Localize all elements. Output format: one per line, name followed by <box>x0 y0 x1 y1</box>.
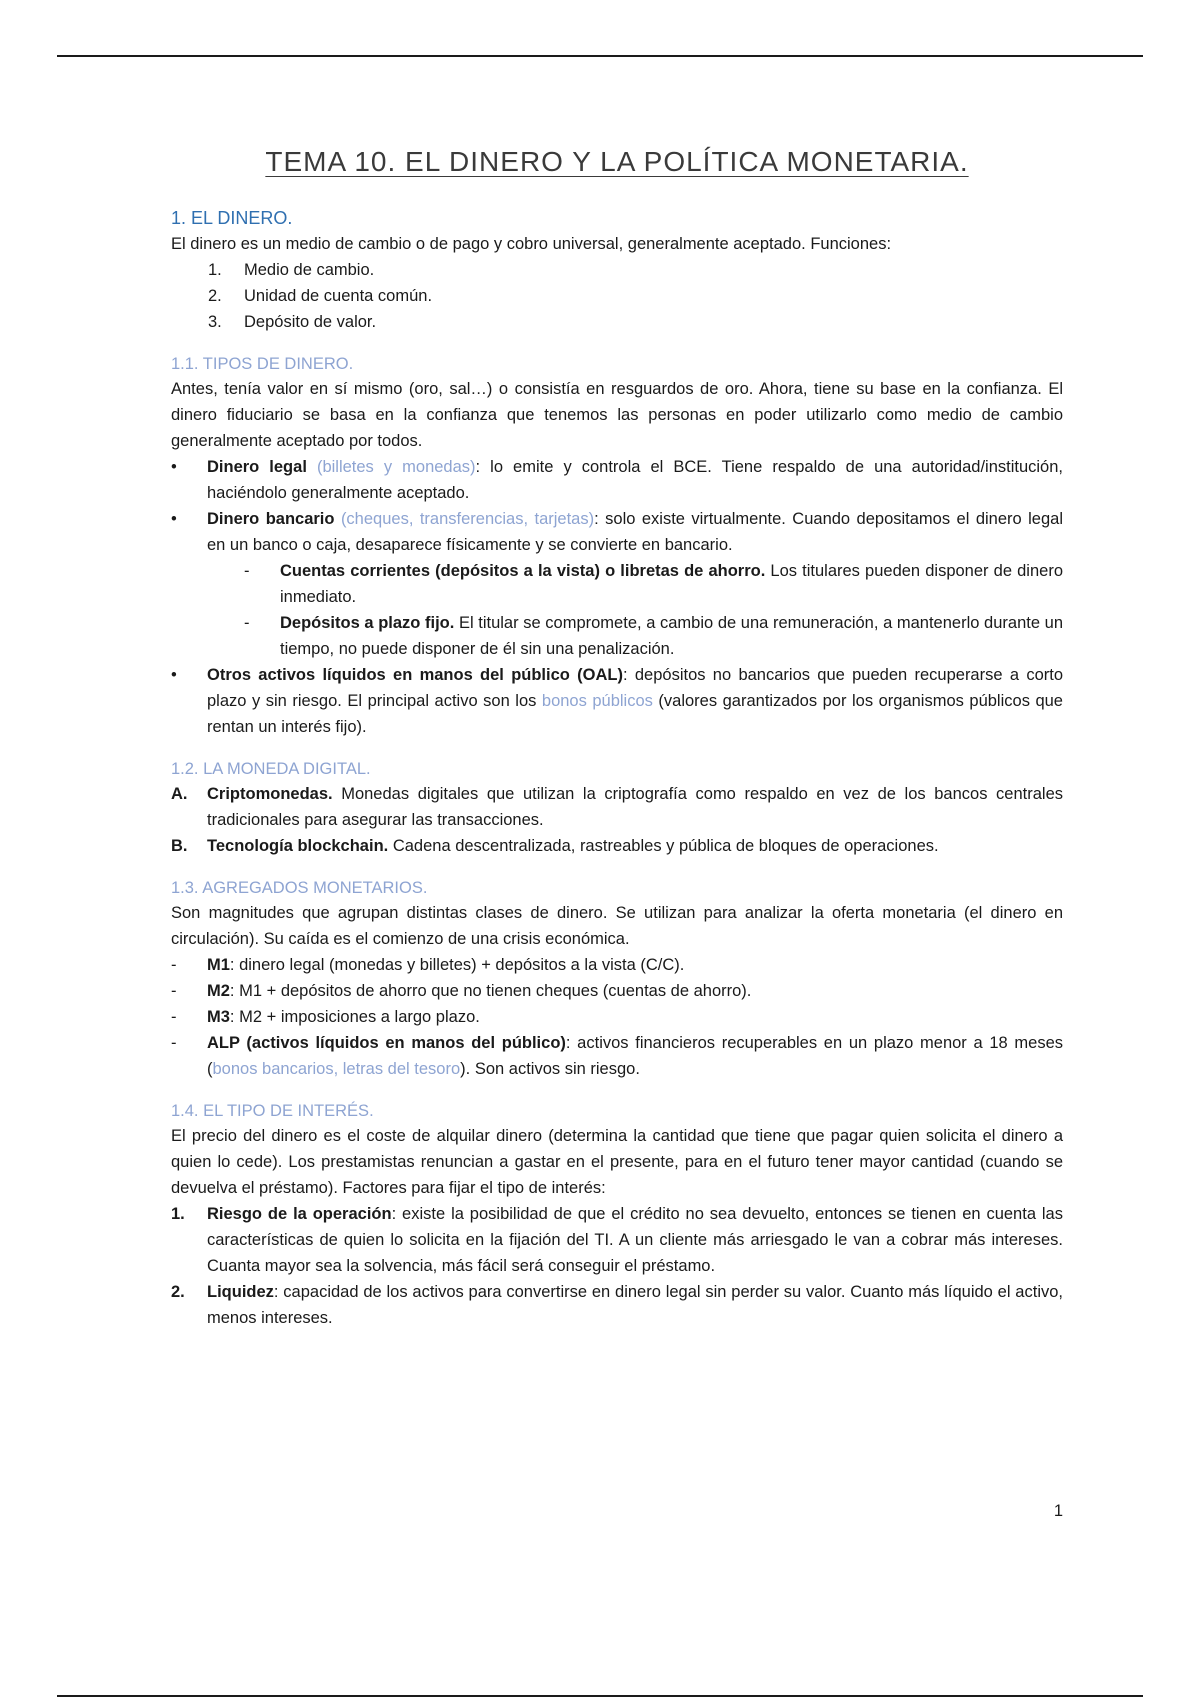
section-heading-dinero: 1. EL DINERO. <box>171 208 293 228</box>
top-rule <box>57 55 1143 57</box>
list-item: - M1: dinero legal (monedas y billetes) + depósitos a la vista (C/C). <box>171 956 685 974</box>
monetary-aggregates-list <box>171 952 1063 1082</box>
page-number: 1 <box>1053 1502 1063 1520</box>
bank-money-sublist <box>171 558 1063 662</box>
bottom-rule <box>57 1695 1143 1697</box>
subsection-heading-tipos: 1.1. TIPOS DE DINERO. <box>171 355 354 373</box>
money-types-list <box>171 454 1063 740</box>
list-item: - Cuentas corrientes (depósitos a la vista) o libretas de ahorro. Los titulares pueden disponer de dinero inmediato. <box>244 562 1063 606</box>
list-item: • Dinero legal (billetes y monedas): lo emite y controla el BCE. Tiene respaldo de una autoridad/institución, haciéndolo generalmente aceptado. <box>171 458 1063 502</box>
list-item: 1. Riesgo de la operación: existe la posibilidad de que el crédito no sea devuelto, entonces se tienen en cuenta las características de quien lo solicita en la fijación del TI. A un cliente más arriesgado le van a cobrar más intereses. Cuanta mayor sea la solvencia, más fácil será conseguir el préstamo. <box>171 1205 1063 1275</box>
list-item: • Otros activos líquidos en manos del público (OAL): depósitos no bancarios que pueden recuperarse a corto plazo y sin riesgo. El principal activo son los bonos públicos (valores garantizados por los organismos públicos que rentan un interés fijo). <box>171 666 1063 736</box>
subsection-heading-tipo-interes: 1.4. EL TIPO DE INTERÉS. <box>171 1102 374 1120</box>
list-item: 2. Unidad de cuenta común. <box>208 287 433 305</box>
list-item: 3. Depósito de valor. <box>208 313 377 331</box>
list-item: - Depósitos a plazo fijo. El titular se compromete, a cambio de una remuneración, a mantenerlo durante un tiempo, no puede disponer de él sin una penalización. <box>244 614 1063 658</box>
interest-factors-list <box>171 1201 1063 1331</box>
digital-money-list <box>171 781 1063 859</box>
subsection-heading-moneda-digital: 1.2. LA MONEDA DIGITAL. <box>171 760 371 778</box>
paragraph: El precio del dinero es el coste de alquilar dinero (determina la cantidad que tiene que pagar quien solicita el dinero a quien lo cede). Los prestamistas renuncian a gastar en el presente, para en el futuro tener mayor cantidad (cuando se devuelva el préstamo). Factores para fijar el tipo de interés: <box>171 1127 1063 1197</box>
list-item: - ALP (activos líquidos en manos del público): activos financieros recuperables en un plazo menor a 18 meses (bonos bancarios, letras del tesoro). Son activos sin riesgo. <box>171 1034 1064 1078</box>
document-body <box>171 146 1063 1331</box>
list-item: 2. Liquidez: capacidad de los activos para convertirse en dinero legal sin perder su valor. Cuanto más líquido el activo, menos intereses. <box>171 1283 1063 1327</box>
functions-list <box>171 257 1063 335</box>
list-item: B. Tecnología blockchain. Cadena descentralizada, rastreables y pública de bloques de operaciones. <box>171 837 939 855</box>
paragraph: El dinero es un medio de cambio o de pago y cobro universal, generalmente aceptado. Funciones: <box>171 235 892 253</box>
list-item: • Dinero bancario (cheques, transferencias, tarjetas): solo existe virtualmente. Cuando depositamos el dinero legal en un banco o caja, desaparece físicamente y se convierte en bancario. <box>171 510 1063 554</box>
paragraph: Son magnitudes que agrupan distintas clases de dinero. Se utilizan para analizar la oferta monetaria (el dinero en circulación). Su caída es el comienzo de una crisis económica. <box>171 904 1063 948</box>
list-item: 1. Medio de cambio. <box>208 261 375 279</box>
subsection-heading-agregados: 1.3. AGREGADOS MONETARIOS. <box>171 879 428 897</box>
page-title: TEMA 10. EL DINERO Y LA POLÍTICA MONETARIA. <box>265 146 969 177</box>
list-item: A. Criptomonedas. Monedas digitales que utilizan la criptografía como respaldo en vez de los bancos centrales tradicionales para asegurar las transacciones. <box>171 785 1063 829</box>
list-item: - M2: M1 + depósitos de ahorro que no tienen cheques (cuentas de ahorro). <box>171 982 752 1000</box>
list-item: - M3: M2 + imposiciones a largo plazo. <box>171 1008 480 1026</box>
paragraph: Antes, tenía valor en sí mismo (oro, sal…) o consistía en resguardos de oro. Ahora, tiene su base en la confianza. El dinero fiduciario se basa en la confianza que tenemos las personas en poder utilizarlo como medio de cambio generalmente aceptado por todos. <box>171 380 1063 450</box>
